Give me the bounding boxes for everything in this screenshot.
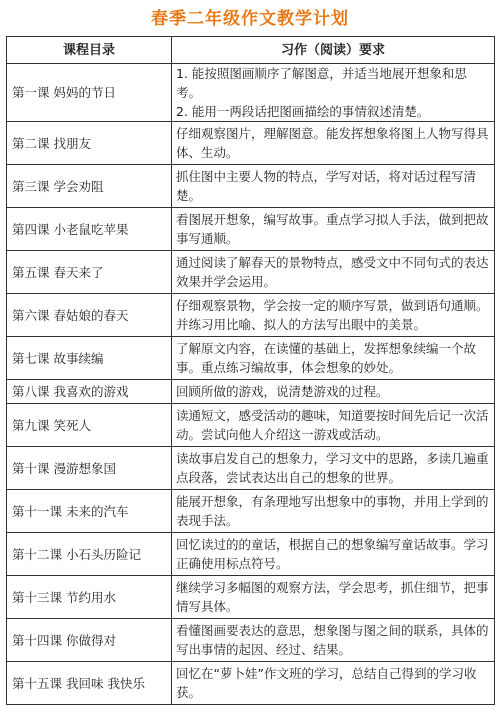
requirement-cell: 回忆在“萝卜娃”作文班的学习，总结自己得到的学习收获。 xyxy=(172,662,495,705)
requirement-cell: 回顾所做的游戏，说清楚游戏的过程。 xyxy=(172,380,495,404)
table-row xyxy=(7,576,495,619)
lesson-cell: 第八课 我喜欢的游戏 xyxy=(7,380,172,404)
page-title: 春季二年级作文教学计划 xyxy=(151,9,349,29)
table-row xyxy=(7,64,495,122)
table-row xyxy=(7,490,495,533)
requirement-line: 1. 能按照图画顺序了解图意，并适当地展开想象和思考。 xyxy=(176,66,467,100)
table-row xyxy=(7,337,495,380)
requirement-cell xyxy=(172,64,495,122)
lesson-cell: 第四课 小老鼠吃苹果 xyxy=(7,208,172,251)
header-course-list: 课程目录 xyxy=(7,37,172,64)
requirement-cell: 看图展开想象，编写故事。重点学习拟人手法，做到把故事写通顺。 xyxy=(172,208,495,251)
requirement-cell: 仔细观察景物，学会按一定的顺序写景，做到语句通顺。并练习用比喻、拟人的方法写出眼中的美景。 xyxy=(172,294,495,337)
requirement-cell: 继续学习多幅图的观察方法，学会思考，抓住细节，把事情写具体。 xyxy=(172,576,495,619)
requirement-cell: 仔细观察图片，理解图意。能发挥想象将图上人物写得具体、生动。 xyxy=(172,122,495,165)
table-row xyxy=(7,294,495,337)
requirement-cell: 回忆读过的的童话，根据自己的想象编写童话故事。学习正确使用标点符号。 xyxy=(172,533,495,576)
lesson-cell: 第十课 漫游想象国 xyxy=(7,447,172,490)
course-table xyxy=(6,36,495,705)
table-row xyxy=(7,662,495,705)
lesson-cell: 第十五课 我回味 我快乐 xyxy=(7,662,172,705)
table-row xyxy=(7,404,495,447)
table-header-row xyxy=(7,37,495,64)
table-row xyxy=(7,251,495,294)
lesson-cell: 第十三课 节约用水 xyxy=(7,576,172,619)
requirement-cell: 抓住图中主要人物的特点，学写对话，将对话过程写清楚。 xyxy=(172,165,495,208)
lesson-cell: 第六课 春姑娘的春天 xyxy=(7,294,172,337)
lesson-cell: 第九课 笑死人 xyxy=(7,404,172,447)
requirement-cell: 读故事启发自己的想象力，学习文中的思路，多读几遍重点段落，尝试表达出自己的想象的世界。 xyxy=(172,447,495,490)
header-requirements: 习作（阅读）要求 xyxy=(172,37,495,64)
lesson-cell: 第十一课 未来的汽车 xyxy=(7,490,172,533)
requirement-line: 2. 能用一两段话把图画描绘的事情叙述清楚。 xyxy=(176,104,430,119)
table-row xyxy=(7,165,495,208)
table-row xyxy=(7,619,495,662)
requirement-cell: 通过阅读了解春天的景物特点，感受文中不同句式的表达效果并学会运用。 xyxy=(172,251,495,294)
lesson-cell: 第一课 妈妈的节日 xyxy=(7,64,172,122)
lesson-cell: 第十二课 小石头历险记 xyxy=(7,533,172,576)
lesson-cell: 第七课 故事续编 xyxy=(7,337,172,380)
lesson-cell: 第十四课 你做得对 xyxy=(7,619,172,662)
table-row xyxy=(7,447,495,490)
table-row xyxy=(7,122,495,165)
table-row xyxy=(7,533,495,576)
lesson-cell: 第三课 学会劝阻 xyxy=(7,165,172,208)
requirement-cell: 读通短文，感受活动的趣味，知道要按时间先后记一次活动。尝试向他人介绍这一游戏或活动。 xyxy=(172,404,495,447)
requirement-cell: 能展开想象，有条理地写出想象中的事物，并用上学到的表现手法。 xyxy=(172,490,495,533)
requirement-cell: 看懂图画要表达的意思，想象图与图之间的联系，具体的写出事情的起因、经过、结果。 xyxy=(172,619,495,662)
table-row xyxy=(7,380,495,404)
lesson-cell: 第二课 找朋友 xyxy=(7,122,172,165)
table-row xyxy=(7,208,495,251)
requirement-cell: 了解原文内容，在读懂的基础上，发挥想象续编一个故事。重点练习编故事，体会想象的妙处。 xyxy=(172,337,495,380)
lesson-cell: 第五课 春天来了 xyxy=(7,251,172,294)
